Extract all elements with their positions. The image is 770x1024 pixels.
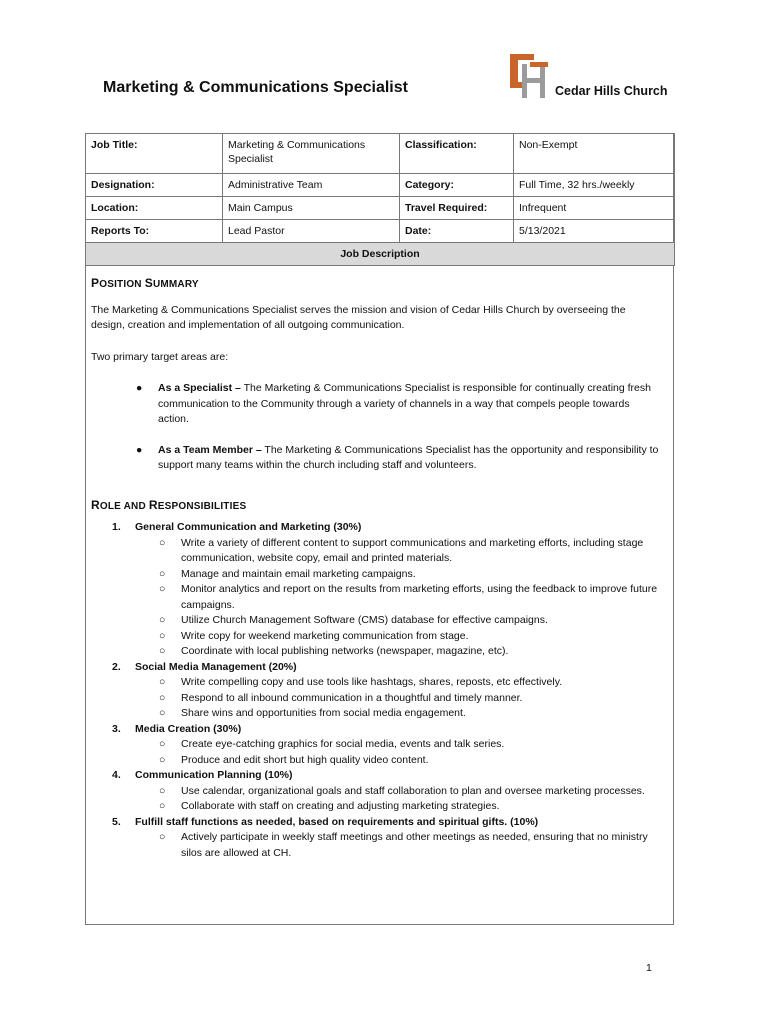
roles-list: [91, 520, 661, 861]
circle-bullet-icon: ○: [159, 676, 166, 688]
role-subitems: [135, 737, 661, 768]
role-title: Communication Planning (10%): [135, 769, 293, 781]
subitem-text: Write compelling copy and use tools like hashtags, shares, reposts, etc effectively.: [181, 676, 563, 688]
subitem-text: Monitor analytics and report on the results from marketing efforts, using the feedback to improve future campaigns.: [181, 583, 658, 611]
roles-heading: ROLE AND RESPONSIBILITIES: [91, 497, 247, 512]
role-subitems: [135, 536, 661, 660]
table-row: [86, 197, 675, 220]
position-summary-heading: POSITION SUMMARY: [91, 276, 199, 290]
circle-bullet-icon: ○: [159, 629, 166, 642]
list-item: [135, 706, 661, 722]
list-item: [135, 830, 661, 861]
circle-bullet-icon: ○: [159, 800, 166, 812]
ch-monogram-logo: [508, 52, 556, 100]
location-value: Main Campus: [223, 197, 400, 220]
role-title: Fulfill staff functions as needed, based on requirements and spiritual gifts. (10%): [135, 815, 539, 828]
page-title: Marketing & Communications Specialist: [103, 79, 408, 96]
job-title-value: Marketing & Communications Specialist: [223, 134, 400, 174]
subitem-text: Write copy for weekend marketing communication from stage.: [181, 629, 469, 642]
role-number: 3.: [112, 722, 121, 735]
circle-bullet-icon: ○: [159, 645, 166, 657]
role-item: [91, 520, 661, 660]
subitem-text: Use calendar, organizational goals and staff collaboration to plan and oversee marketing processes.: [181, 784, 645, 797]
role-number: 4.: [112, 769, 121, 781]
travel-label: Travel Required:: [400, 197, 514, 220]
circle-bullet-icon: ○: [159, 536, 166, 549]
list-item: [135, 799, 661, 815]
position-summary-text: The Marketing & Communications Specialist serves the mission and vision of Cedar Hills Church by overseeing the design, creation and implementation of all outgoing communication.: [91, 303, 626, 331]
subitem-text: Produce and edit short but high quality video content.: [181, 753, 429, 766]
date-value: 5/13/2021: [514, 220, 675, 243]
table-row: [86, 220, 675, 243]
subitem-text: Coordinate with local publishing networks (newspaper, magazine, etc).: [181, 645, 509, 657]
list-item: [135, 737, 661, 753]
category-value: Full Time, 32 hrs./weekly: [514, 174, 675, 197]
subitem-text: Write a variety of different content to support communications and marketing efforts, including stage communication, website copy, email and printed materials.: [181, 536, 644, 564]
reports-to-value: Lead Pastor: [223, 220, 400, 243]
page-number: 1: [646, 962, 652, 974]
subitem-text: Share wins and opportunities from social media engagement.: [181, 707, 466, 719]
role-subitems: [135, 784, 661, 815]
role-item: [91, 815, 661, 862]
role-item: [91, 660, 661, 722]
table-row: [86, 174, 675, 197]
circle-bullet-icon: ○: [159, 567, 166, 580]
list-item: [135, 691, 661, 707]
list-item: [135, 753, 661, 769]
circle-bullet-icon: ○: [159, 614, 166, 626]
location-label: Location:: [86, 197, 223, 220]
subitem-text: Create eye-catching graphics for social media, events and talk series.: [181, 738, 505, 750]
circle-bullet-icon: ○: [159, 753, 166, 766]
role-item: [91, 768, 661, 815]
subitem-text: Respond to all inbound communication in a thoughtful and timely manner.: [181, 691, 523, 704]
subitem-text: Utilize Church Management Software (CMS) database for effective campaigns.: [181, 614, 548, 626]
list-item: ● As a Specialist – The Marketing & Communications Specialist is responsible for continually creating fresh communication to the Community through a variety of channels in a way that compels people towards action.: [136, 382, 651, 425]
classification-label: Classification:: [400, 134, 514, 174]
date-label: Date:: [400, 220, 514, 243]
designation-label: Designation:: [86, 174, 223, 197]
role-number: 2.: [112, 660, 121, 673]
target-areas-list: [91, 381, 661, 474]
designation-value: Administrative Team: [223, 174, 400, 197]
role-title: Media Creation (30%): [135, 722, 242, 735]
bullet-icon: ●: [136, 443, 143, 456]
job-description-body: [91, 276, 661, 861]
circle-bullet-icon: ○: [159, 738, 166, 750]
role-title: General Communication and Marketing (30%): [135, 521, 362, 533]
circle-bullet-icon: ○: [159, 691, 166, 704]
list-item: [135, 613, 661, 629]
list-item: ● As a Team Member – The Marketing & Communications Specialist has the opportunity and responsibility to support many teams within the church including staff and volunteers.: [136, 443, 659, 471]
role-subitems: [135, 675, 661, 722]
target-areas-intro: Two primary target areas are:: [91, 350, 229, 363]
list-item: [135, 644, 661, 660]
job-description-header: Job Description: [86, 243, 675, 266]
travel-value: Infrequent: [514, 197, 675, 220]
bullet-icon: ●: [136, 382, 143, 394]
list-item: [135, 784, 661, 800]
role-item: [91, 722, 661, 769]
circle-bullet-icon: ○: [159, 707, 166, 719]
table-row: [86, 134, 675, 174]
subitem-text: Actively participate in weekly staff meetings and other meetings as needed, ensuring that no ministry silos are allowed at CH.: [181, 831, 648, 859]
job-title-label: Job Title:: [86, 134, 223, 174]
classification-value: Non-Exempt: [514, 134, 675, 174]
table-row: [86, 243, 675, 266]
role-number: 1.: [112, 521, 121, 533]
subitem-text: Manage and maintain email marketing campaigns.: [181, 567, 416, 580]
circle-bullet-icon: ○: [159, 784, 166, 797]
role-number: 5.: [112, 815, 121, 828]
list-item: [135, 536, 661, 567]
subitem-text: Collaborate with staff on creating and adjusting marketing strategies.: [181, 800, 500, 812]
list-item: [135, 567, 661, 583]
list-item: [135, 629, 661, 645]
circle-bullet-icon: ○: [159, 583, 166, 595]
circle-bullet-icon: ○: [159, 831, 166, 843]
job-info-table: [85, 133, 675, 266]
role-title: Social Media Management (20%): [135, 660, 297, 673]
category-label: Category:: [400, 174, 514, 197]
reports-to-label: Reports To:: [86, 220, 223, 243]
organization-name: Cedar Hills Church: [555, 84, 668, 98]
list-item: [135, 675, 661, 691]
role-subitems: [135, 830, 661, 861]
list-item: [135, 582, 661, 613]
